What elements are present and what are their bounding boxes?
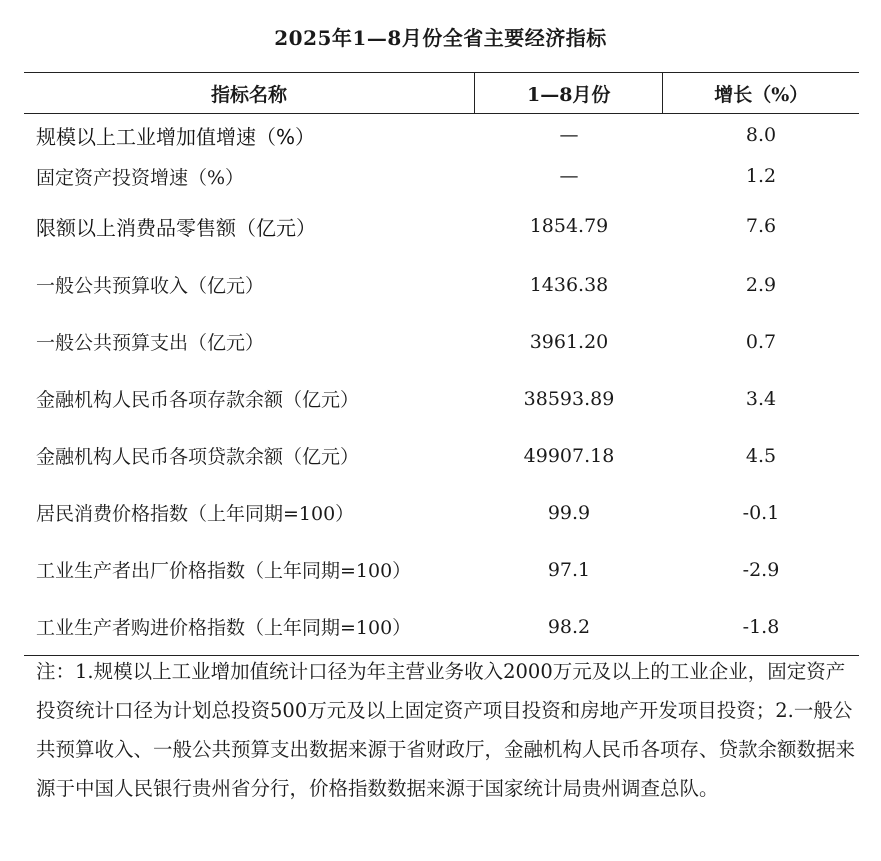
- indicator-name: 金融机构人民币各项存款余额（亿元）: [36, 389, 360, 411]
- table-row: [24, 313, 859, 370]
- indicator-value: 99.9: [547, 501, 591, 524]
- table-row: [24, 196, 859, 256]
- footnote: 注：1.规模以上工业增加值统计口径为年主营业务收入2000万元及以上的工业企业，固定资产投资统计口径为计划总投资500万元及以上固定资产项目投资和房地产开发项目投资；2.一般公共预算收入、一般公共预算支出数据来源于省财政厅，金融机构人民币各项存、贷款余额数据来源于中国人民银行贵州省分行，价格指数数据来源于国家统计局贵州调查总队。: [36, 660, 856, 800]
- indicator-name: 金融机构人民币各项贷款余额（亿元）: [36, 446, 360, 468]
- indicator-growth: 8.0: [745, 124, 777, 146]
- indicator-value: 98.2: [547, 615, 591, 638]
- indicator-growth: 1.2: [745, 165, 777, 187]
- indicator-name: 限额以上消费品零售额（亿元）: [36, 215, 316, 240]
- header-indicator-name: 指标名称: [210, 83, 287, 106]
- indicator-growth: 4.5: [745, 444, 777, 467]
- header-growth: 增长（%）: [662, 73, 859, 113]
- table-row: [24, 370, 859, 427]
- indicator-value: 49907.18: [523, 444, 615, 467]
- indicator-name: 工业生产者出厂价格指数（上年同期=100）: [36, 560, 412, 582]
- indicator-name: 规模以上工业增加值增速（%）: [36, 124, 316, 149]
- table-row: [24, 256, 859, 313]
- indicator-value: —: [559, 165, 579, 187]
- table-row: [24, 427, 859, 484]
- table-body: [24, 114, 859, 655]
- indicator-value: 97.1: [547, 558, 591, 581]
- indicator-table: [24, 72, 859, 656]
- indicator-value: 1436.38: [529, 273, 609, 296]
- table-row: [24, 156, 859, 196]
- indicator-name: 一般公共预算收入（亿元）: [36, 275, 265, 297]
- page-title: 2025年1—8月份全省主要经济指标: [274, 26, 607, 50]
- indicator-name: 固定资产投资增速（%）: [36, 166, 245, 189]
- indicator-name: 居民消费价格指数（上年同期=100）: [36, 503, 355, 525]
- table-row: [24, 114, 859, 156]
- indicator-growth: -0.1: [742, 501, 780, 524]
- indicator-value: 1854.79: [529, 215, 609, 237]
- indicator-growth: 7.6: [745, 215, 777, 237]
- table-row: [24, 598, 859, 655]
- indicator-growth: 0.7: [745, 330, 777, 353]
- table-row: [24, 484, 859, 541]
- indicator-name: 一般公共预算支出（亿元）: [36, 332, 265, 354]
- indicator-growth: 3.4: [745, 387, 777, 410]
- header-period-value: 1—8月份: [474, 73, 663, 113]
- indicator-growth: 2.9: [745, 273, 777, 296]
- indicator-growth: -1.8: [742, 615, 780, 638]
- table-header-row: [24, 73, 859, 114]
- indicator-name: 工业生产者购进价格指数（上年同期=100）: [36, 617, 412, 639]
- indicator-value: 38593.89: [523, 387, 615, 410]
- table-row: [24, 541, 859, 598]
- indicator-growth: -2.9: [742, 558, 780, 581]
- indicator-value: 3961.20: [529, 330, 609, 353]
- indicator-value: —: [559, 124, 579, 146]
